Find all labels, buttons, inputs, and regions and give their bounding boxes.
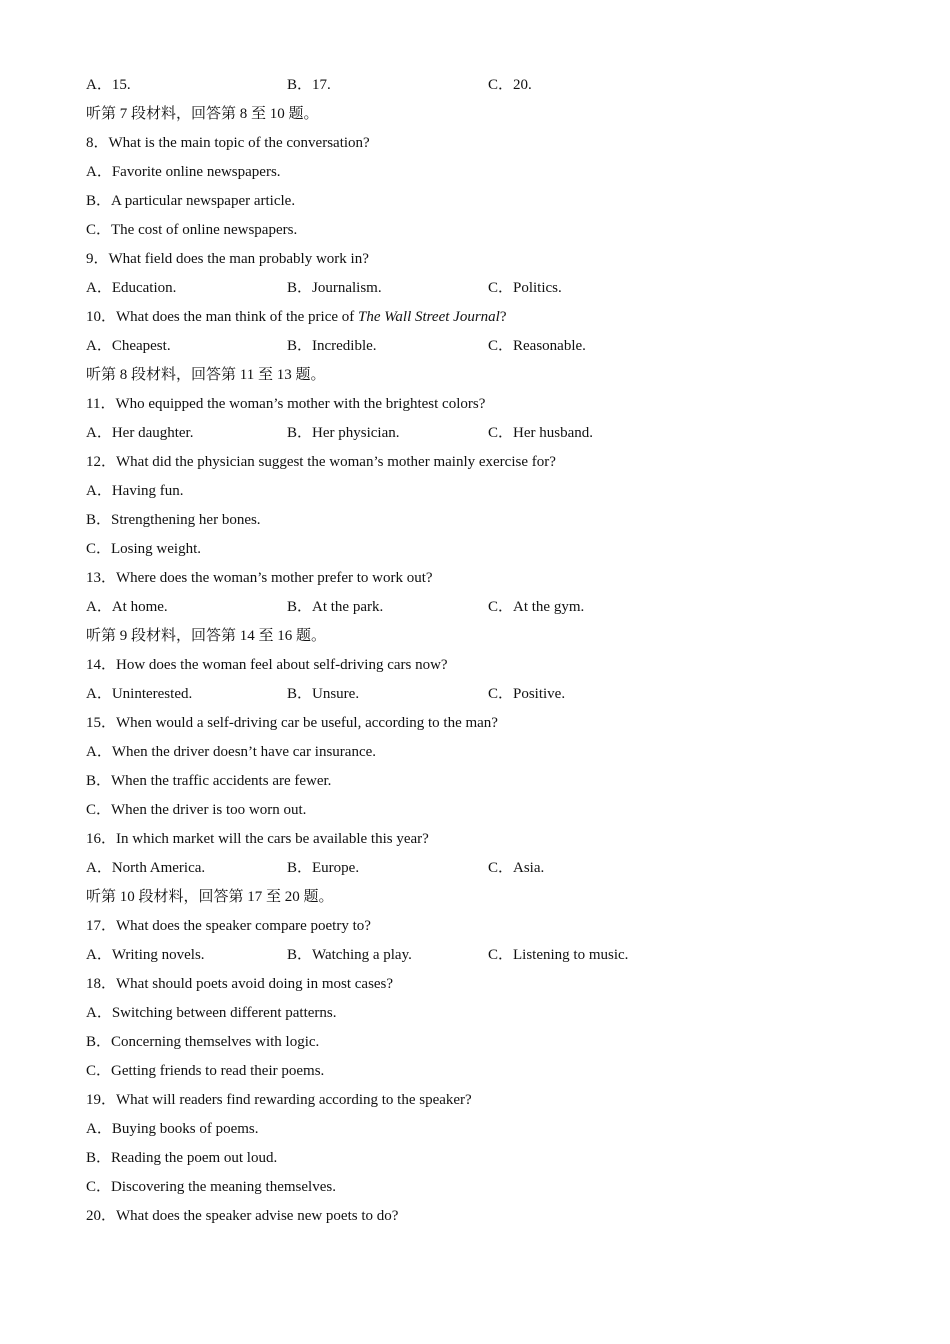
- question: [86, 655, 886, 684]
- answer-option: B．Strengthening her bones.: [86, 512, 261, 528]
- answer-option: B．Europe.: [287, 860, 360, 876]
- section-instruction: 听第 9 段材料，回答第 14 至 16 题。: [86, 628, 327, 644]
- question-number: 20．: [86, 1208, 117, 1224]
- answer-option: A．15.: [86, 77, 131, 93]
- answer-option: C．Reasonable.: [488, 338, 586, 354]
- question: [86, 916, 886, 945]
- question-number: 19．: [86, 1092, 117, 1108]
- question-number: 10．: [86, 309, 117, 325]
- options-q11: [86, 423, 886, 452]
- answer-option: A．North America.: [86, 860, 206, 876]
- answer-option: A．Her daughter.: [86, 425, 194, 441]
- answer-option: A．Writing novels.: [86, 947, 205, 963]
- answer-option: C．20.: [488, 77, 532, 93]
- listening-section: [86, 75, 886, 1235]
- options-q16: [86, 858, 886, 887]
- answer-option: B．A particular newspaper article.: [86, 193, 296, 209]
- answer-option: B．Concerning themselves with logic.: [86, 1034, 320, 1050]
- answer-option: C．Listening to music.: [488, 947, 629, 963]
- options-q7: [86, 75, 886, 104]
- answer-option: A．Uninterested.: [86, 686, 193, 702]
- question-number: 12．: [86, 454, 117, 470]
- question-text: What does the man think of the price of: [116, 309, 359, 325]
- section-instruction: 听第 10 段材料，回答第 17 至 20 题。: [86, 889, 334, 905]
- question-number: 18．: [86, 976, 117, 992]
- question-number: 16．: [86, 831, 117, 847]
- question-number: 8．: [86, 135, 109, 151]
- question: [86, 133, 886, 162]
- answer-option: C．Her husband.: [488, 425, 593, 441]
- answer-option: B．Unsure.: [287, 686, 360, 702]
- options-q14: [86, 684, 886, 713]
- answer-option: C．When the driver is too worn out.: [86, 802, 307, 818]
- options-q9: [86, 278, 886, 307]
- answer-option: C．Politics.: [488, 280, 562, 296]
- answer-option: B．Incredible.: [287, 338, 377, 354]
- answer-option: B．17.: [287, 77, 331, 93]
- question-text: Where does the woman’s mother prefer to work out?: [116, 570, 433, 586]
- answer-option: A．At home.: [86, 599, 168, 615]
- answer-option: A．Cheapest.: [86, 338, 171, 354]
- question: [86, 974, 886, 1003]
- answer-option: A．When the driver doesn’t have car insurance.: [86, 744, 377, 760]
- question-text: Who equipped the woman’s mother with the brightest colors?: [115, 396, 486, 412]
- options-q17: [86, 945, 886, 974]
- answer-option: B．Journalism.: [287, 280, 382, 296]
- answer-option: C．Getting friends to read their poems.: [86, 1063, 325, 1079]
- question-text: What does the speaker advise new poets to do?: [116, 1208, 399, 1224]
- answer-option: C．At the gym.: [488, 599, 585, 615]
- question-text: When would a self-driving car be useful, according to the man?: [116, 715, 498, 731]
- question-number: 13．: [86, 570, 117, 586]
- question: [86, 713, 886, 742]
- question-text: What field does the man probably work in?: [108, 251, 369, 267]
- section-instruction: 听第 7 段材料，回答第 8 至 10 题。: [86, 106, 319, 122]
- question: [86, 1090, 886, 1119]
- answer-option: A．Education.: [86, 280, 177, 296]
- answer-option: A．Switching between different patterns.: [86, 1005, 337, 1021]
- answer-option: C．Asia.: [488, 860, 545, 876]
- answer-option: A．Favorite online newspapers.: [86, 164, 281, 180]
- question-text: What does the speaker compare poetry to?: [116, 918, 371, 934]
- answer-option: C．Discovering the meaning themselves.: [86, 1179, 336, 1195]
- answer-option: B．When the traffic accidents are fewer.: [86, 773, 332, 789]
- answer-option: B．Her physician.: [287, 425, 400, 441]
- answer-option: B．Watching a play.: [287, 947, 412, 963]
- question-text: What did the physician suggest the woman’s mother mainly exercise for?: [116, 454, 556, 470]
- question-number: 17．: [86, 918, 117, 934]
- section-instruction: 听第 8 段材料，回答第 11 至 13 题。: [86, 367, 326, 383]
- question: [86, 452, 886, 481]
- question-number: 14．: [86, 657, 117, 673]
- question-text: How does the woman feel about self-driving cars now?: [116, 657, 448, 673]
- answer-option: B．Reading the poem out loud.: [86, 1150, 278, 1166]
- question-text: What will readers find rewarding according to the speaker?: [116, 1092, 472, 1108]
- question-text: What should poets avoid doing in most cases?: [116, 976, 394, 992]
- answer-option: B．At the park.: [287, 599, 384, 615]
- question-text: What is the main topic of the conversation?: [108, 135, 370, 151]
- question-mark: ?: [499, 309, 507, 325]
- question-number: 9．: [86, 251, 109, 267]
- question: [86, 249, 886, 278]
- question: [86, 829, 886, 858]
- question-number: 11．: [86, 396, 116, 412]
- question: [86, 307, 886, 336]
- question: [86, 1206, 886, 1235]
- publication-title: The Wall Street Journal: [358, 309, 500, 325]
- answer-option: C．Positive.: [488, 686, 566, 702]
- answer-option: A．Buying books of poems.: [86, 1121, 259, 1137]
- question-text: In which market will the cars be available this year?: [116, 831, 429, 847]
- question: [86, 568, 886, 597]
- answer-option: A．Having fun.: [86, 483, 184, 499]
- answer-option: C．Losing weight.: [86, 541, 201, 557]
- options-q10: [86, 336, 886, 365]
- question-number: 15．: [86, 715, 117, 731]
- answer-option: C．The cost of online newspapers.: [86, 222, 298, 238]
- question: [86, 394, 886, 423]
- options-q13: [86, 597, 886, 626]
